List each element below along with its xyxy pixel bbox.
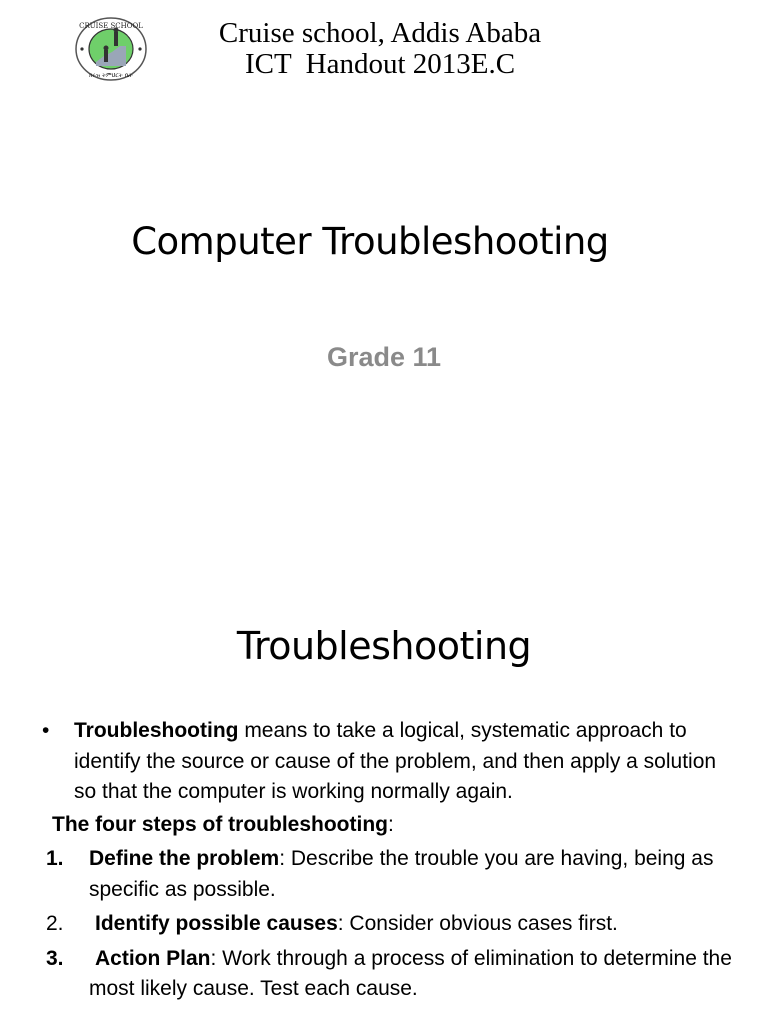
header-line-handout: ICT Handout 2013E.C bbox=[244, 48, 516, 80]
section-body bbox=[40, 716, 740, 1005]
section-title: Troubleshooting bbox=[236, 624, 532, 668]
header-title bbox=[160, 18, 600, 80]
step-item bbox=[40, 909, 740, 940]
step-term: Define the problem bbox=[89, 847, 280, 870]
svg-text:ክሩዝ ትምህርት ቤት: ክሩዝ ትምህርት ቤት bbox=[89, 72, 133, 79]
step-text: : Consider obvious cases first. bbox=[337, 912, 618, 935]
step-item bbox=[40, 944, 740, 1005]
step-number: 2. bbox=[46, 912, 64, 935]
definition-text: means to take a logical, systematic approach to identify the source or cause of the problem, and then apply a solution so that the computer is working normally again. bbox=[74, 719, 717, 803]
step-term: Identify possible causes bbox=[95, 912, 338, 935]
school-emblem-icon bbox=[74, 16, 148, 82]
document-header bbox=[0, 0, 768, 100]
cover-subtitle: Grade 11 bbox=[326, 342, 442, 372]
step-text: : Describe the trouble you are having, being as specific as possible. bbox=[89, 847, 714, 901]
step-item bbox=[40, 844, 740, 905]
step-number: 1. bbox=[46, 847, 64, 870]
bullet-icon: • bbox=[42, 719, 50, 742]
step-number: 3. bbox=[46, 946, 64, 970]
svg-text:CRUISE SCHOOL: CRUISE SCHOOL bbox=[79, 22, 143, 30]
definition-bullet bbox=[40, 716, 740, 808]
steps-heading: The four steps of troubleshooting: bbox=[52, 812, 394, 836]
cover-title: Computer Troubleshooting bbox=[131, 220, 609, 263]
header-line-school: Cruise school, Addis Ababa bbox=[218, 17, 542, 49]
definition-term: Troubleshooting bbox=[74, 719, 239, 742]
step-text: : Work through a process of elimination to determine the most likely cause. Test each cause. bbox=[89, 946, 732, 1000]
step-term: Action Plan bbox=[95, 946, 211, 970]
